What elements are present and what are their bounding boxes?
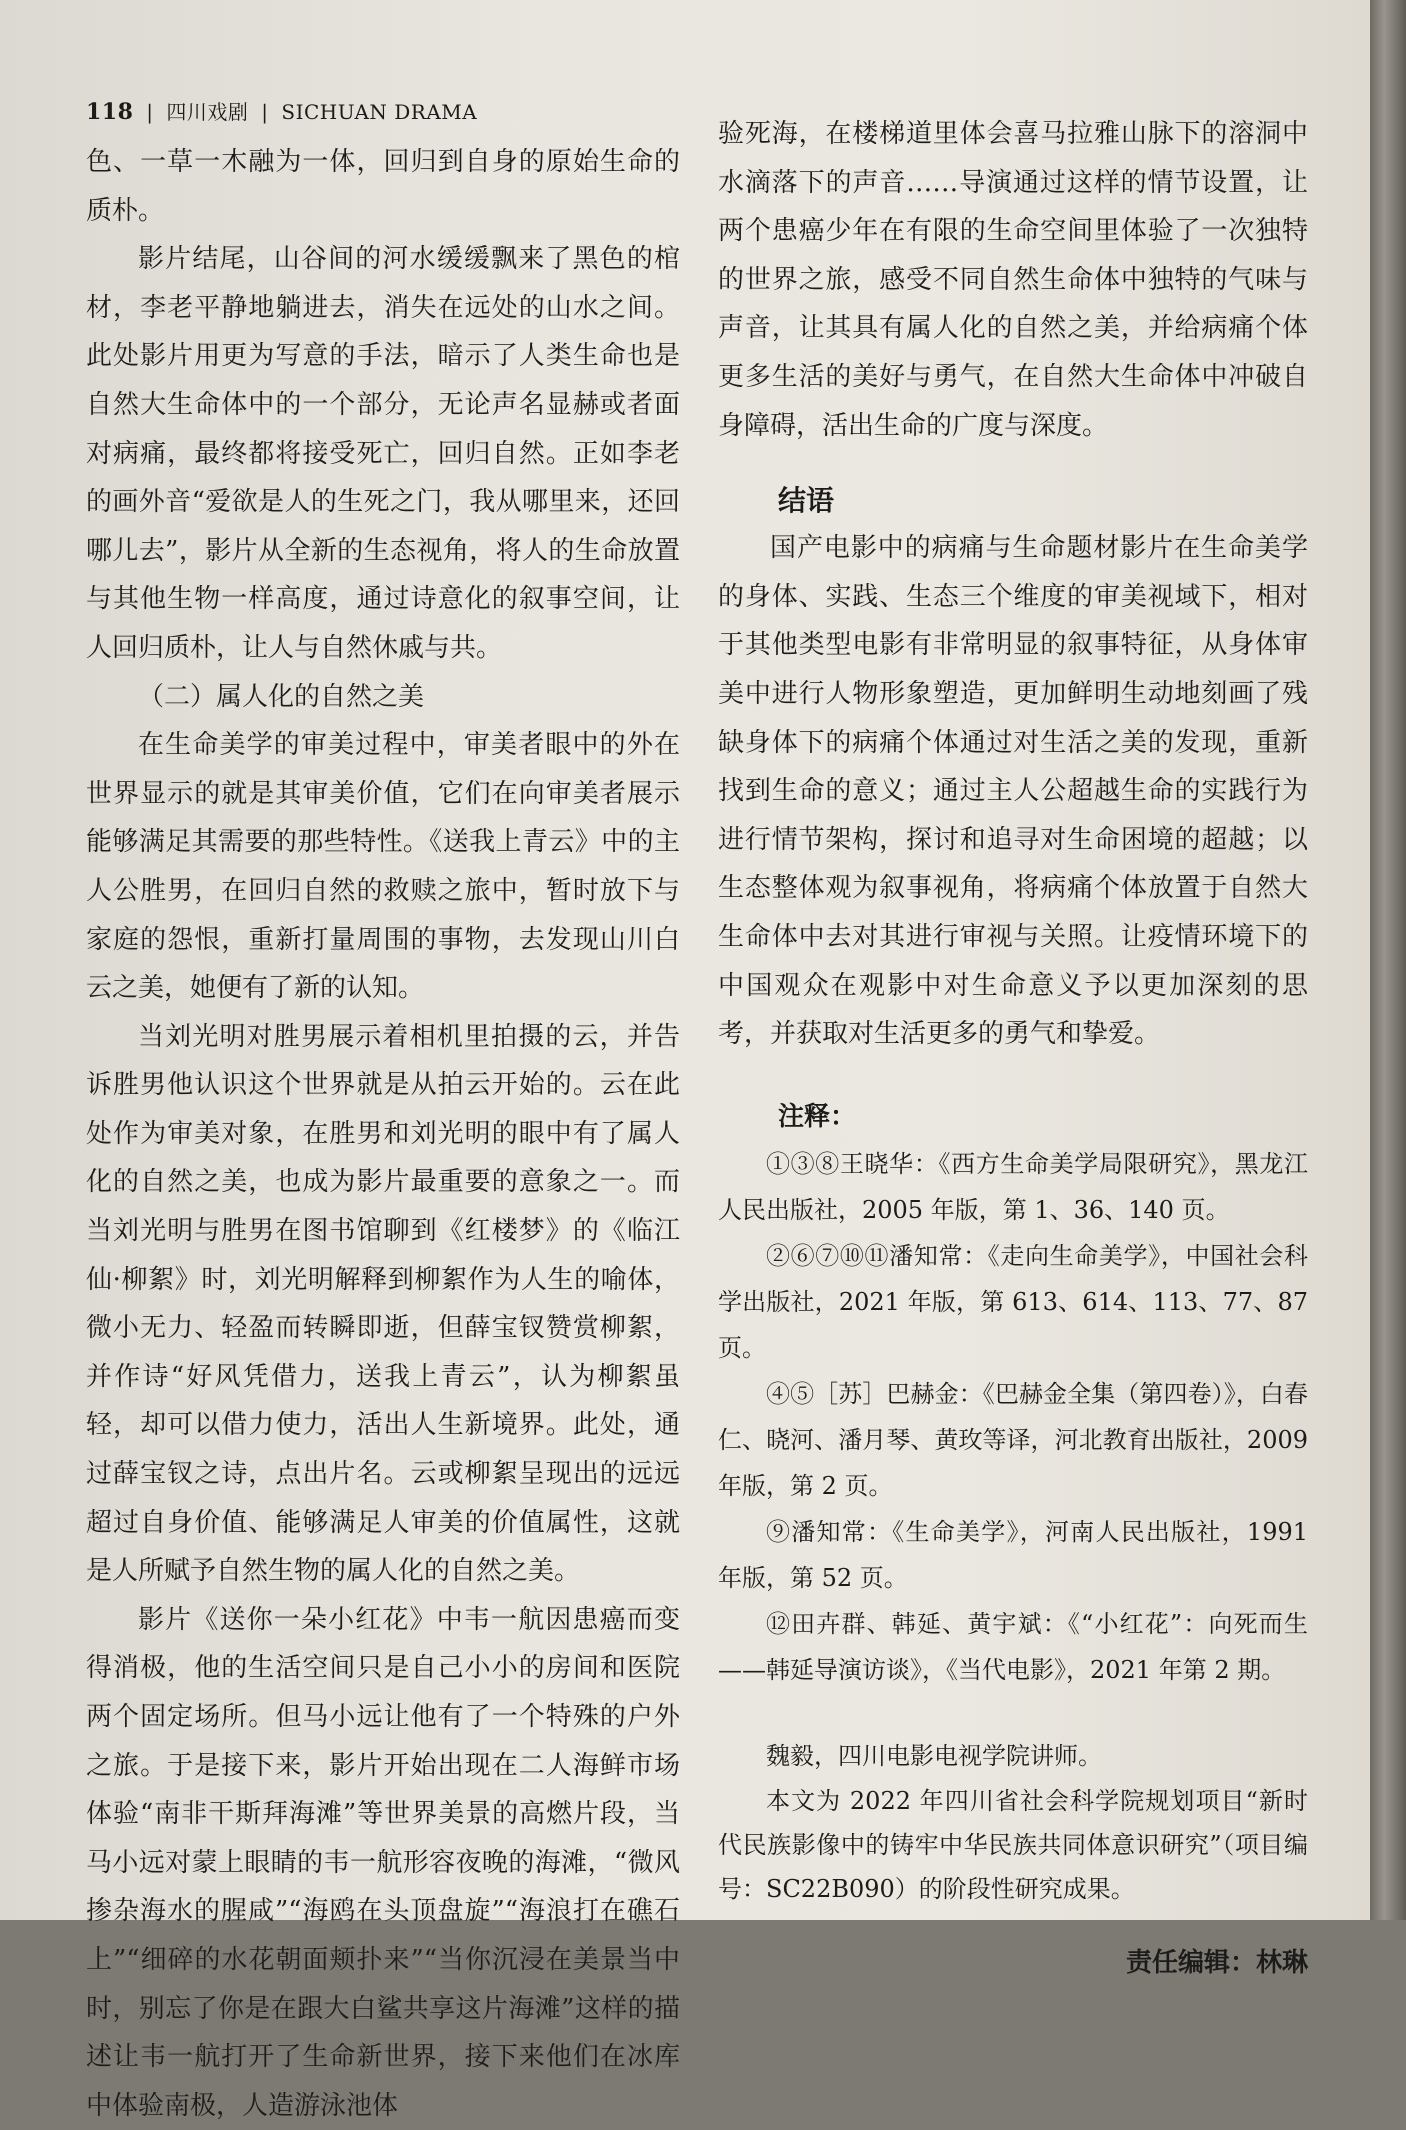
paragraph: 验死海，在楼梯道里体会喜马拉雅山脉下的溶洞中水滴落下的声音……导演通过这样的情节设置，让两个患癌少年在有限的生命空间里体验了一次独特的世界之旅，感受不同自然生命体中独特的气味与声音，让其具有属人化的自然之美，并给病痛个体更多生活的美好与勇气，在自然大生命体中冲破自身障碍，活出生命的广度与深度。 — [718, 119, 1308, 441]
footnote: ⑨潘知常：《生命美学》，河南人民出版社，1991 年版，第 52 页。 — [718, 1518, 1308, 1593]
running-header — [86, 96, 477, 125]
left-column — [86, 138, 680, 2130]
conclusion-paragraph: 国产电影中的病痛与生命题材影片在生命美学的身体、实践、生态三个维度的审美视域下，相对于其他类型电影有非常明显的叙事特征，从身体审美中进行人物形象塑造，更加鲜明生动地刻画了残缺身体下的病痛个体通过对生活之美的发现，重新找到生命的意义；通过主人公超越生命的实践行为进行情节架构，探讨和追寻对生命困境的超越；以生态整体观为叙事视角，将病痛个体放置于自然大生命体中去对其进行审视与关照。让疫情环境下的中国观众在观影中对生命意义予以更加深刻的思考，并获取对生活更多的勇气和挚爱。 — [718, 533, 1308, 1050]
responsible-editor: 责任编辑：林琳 — [1125, 1948, 1308, 1979]
footnote: ①③⑧王晓华：《西方生命美学局限研究》，黑龙江人民出版社，2005 年版，第 1、36、140 页。 — [718, 1150, 1308, 1225]
paragraph: 影片结尾，山谷间的河水缓缓飘来了黑色的棺材，李老平静地躺进去，消失在远处的山水之间。此处影片用更为写意的手法，暗示了人类生命也是自然大生命体中的一个部分，无论声名显赫或者面对病痛，最终都将接受死亡，回归自然。正如李老的画外音“爱欲是人的生死之门，我从哪里来，还回哪儿去”，影片从全新的生态视角，将人的生命放置与其他生物一样高度，通过诗意化的叙事空间，让人回归质朴，让人与自然休戚与共。 — [86, 244, 680, 663]
footnote: ②⑥⑦⑩⑪潘知常：《走向生命美学》，中国社会科学出版社，2021 年版，第 613、614、113、77、87 页。 — [718, 1242, 1308, 1363]
page-number: 118 — [86, 99, 134, 125]
paragraph: 影片《送你一朵小红花》中韦一航因患癌而变得消极，他的生活空间只是自己小小的房间和医院两个固定场所。但马小远让他有了一个特殊的户外之旅。于是接下来，影片开始出现在二人海鲜市场体验“南非干斯拜海滩”等世界美景的高燃片段，当马小远对蒙上眼睛的韦一航形容夜晚的海滩，“微风掺杂海水的腥咸”“海鸥在头顶盘旋”“海浪打在礁石上”“细碎的水花朝面颊扑来”“当你沉浸在美景当中时，别忘了你是在跟大白鲨共享这片海滩”这样的描述让韦一航打开了生命新世界，接下来他们在冰库中体验南极，人造游泳池体 — [86, 1604, 680, 2121]
journal-name-en: SICHUAN DRAMA — [281, 100, 478, 124]
book-page-edge — [1370, 0, 1406, 1920]
notes-heading: 注释： — [778, 1101, 857, 1132]
funding-note: 本文为 2022 年四川省社会科学院规划项目“新时代民族影像中的铸牢中华民族共同体意识研究”（项目编号：SC22B090）的阶段性研究成果。 — [718, 1787, 1308, 1904]
author-bio: 魏毅，四川电影电视学院讲师。 — [766, 1742, 1102, 1771]
subsection-heading: （二）属人化的自然之美 — [138, 681, 425, 712]
header-separator: | — [261, 100, 269, 124]
paragraph: 当刘光明对胜男展示着相机里拍摄的云，并告诉胜男他认识这个世界就是从拍云开始的。云在此处作为审美对象，在胜男和刘光明的眼中有了属人化的自然之美，也成为影片最重要的意象之一。而当刘光明与胜男在图书馆聊到《红楼梦》的《临江仙·柳絮》时，刘光明解释到柳絮作为人生的喻体，微小无力、轻盈而转瞬即逝，但薛宝钗赞赏柳絮，并作诗“好风凭借力，送我上青云”，认为柳絮虽轻，却可以借力使力，活出人生新境界。此处，通过薛宝钗之诗，点出片名。云或柳絮呈现出的远远超过自身价值、能够满足人审美的价值属性，这就是人所赋予自然生物的属人化的自然之美。 — [86, 1021, 680, 1587]
conclusion-heading: 结语 — [778, 484, 835, 518]
paragraph: 在生命美学的审美过程中，审美者眼中的外在世界显示的就是其审美价值，它们在向审美者展示能够满足其需要的那些特性。《送我上青云》中的主人公胜男，在回归自然的救赎之旅中，暂时放下与家庭的怨恨，重新打量周围的事物，去发现山川白云之美，她便有了新的认知。 — [86, 730, 680, 1004]
journal-name-cn: 四川戏剧 — [166, 100, 249, 124]
header-separator: | — [146, 100, 154, 124]
paragraph: 色、一草一木融为一体，回归到自身的原始生命的质朴。 — [86, 147, 680, 226]
footnote: ⑫田卉群、韩延、黄宇斌：《“小红花”：向死而生——韩延导演访谈》，《当代电影》，2021 年第 2 期。 — [718, 1610, 1308, 1685]
footnote: ④⑤［苏］巴赫金：《巴赫金全集（第四卷）》，白春仁、晓河、潘月琴、黄玫等译，河北教育出版社，2009 年版，第 2 页。 — [718, 1380, 1308, 1501]
right-column — [718, 110, 1308, 1988]
